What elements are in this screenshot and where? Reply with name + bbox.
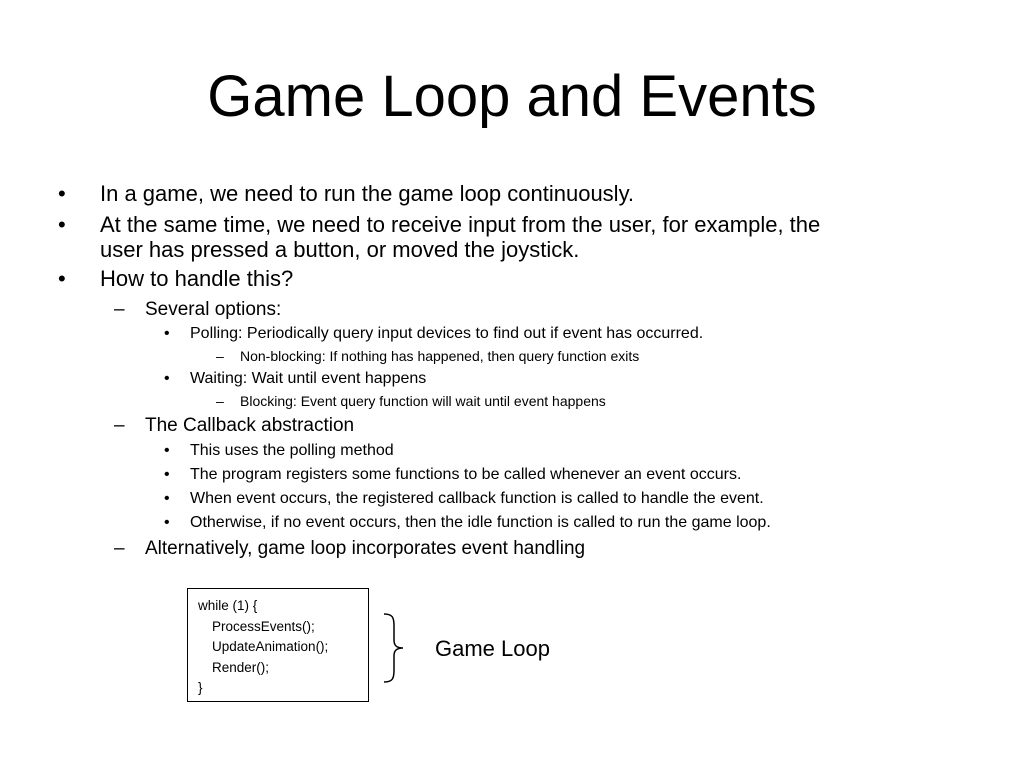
sub-bullet-marker: – [114,415,125,436]
level3-bullet-text: This uses the polling method [190,442,394,459]
bullet-text-continued: user has pressed a button, or moved the joystick. [100,237,580,262]
bullet-marker: • [58,212,66,237]
game-loop-label: Game Loop [435,636,550,661]
level4-bullet-marker: – [216,393,224,409]
sub-bullet-text: Several options: [145,299,282,320]
level3-bullet-marker: • [164,466,170,483]
level3-bullet-marker: • [164,370,170,387]
sub-bullet-marker: – [114,538,125,559]
bullet-marker: • [58,181,66,206]
code-line: UpdateAnimation(); [212,639,329,654]
sub-bullet-marker: – [114,299,125,320]
level3-bullet-text: Waiting: Wait until event happens [190,370,427,387]
level3-bullet-marker: • [164,442,170,459]
level3-bullet-marker: • [164,514,170,531]
bullet-text: At the same time, we need to receive input from the user, for example, the [100,212,821,237]
level3-bullet-text: Polling: Periodically query input devices to find out if event has occurred. [190,325,704,342]
level4-bullet-text: Non-blocking: If nothing has happened, then query function exits [240,348,640,364]
code-line: } [198,680,203,695]
level4-bullet-marker: – [216,348,224,364]
code-line: ProcessEvents(); [212,618,315,634]
level3-bullet-text: Otherwise, if no event occurs, then the idle function is called to run the game loop. [190,514,771,531]
level4-bullet-text: Blocking: Event query function will wait until event happens [240,393,606,409]
bullet-marker: • [58,266,66,291]
slide-title: Game Loop and Events [207,64,817,129]
code-line: while (1) { [198,598,258,613]
level3-bullet-text: When event occurs, the registered callback function is called to handle the event. [190,490,764,507]
level3-bullet-marker: • [164,490,170,507]
bullet-text: How to handle this? [100,266,294,291]
right-brace-icon [381,612,407,684]
bullet-text: In a game, we need to run the game loop continuously. [100,181,635,206]
code-line: Render(); [212,659,270,675]
sub-bullet-text: The Callback abstraction [145,415,355,436]
sub-bullet-text: Alternatively, game loop incorporates event handling [145,538,586,559]
code-box [187,588,369,702]
level3-bullet-text: The program registers some functions to be called whenever an event occurs. [190,466,742,483]
level3-bullet-marker: • [164,325,170,342]
